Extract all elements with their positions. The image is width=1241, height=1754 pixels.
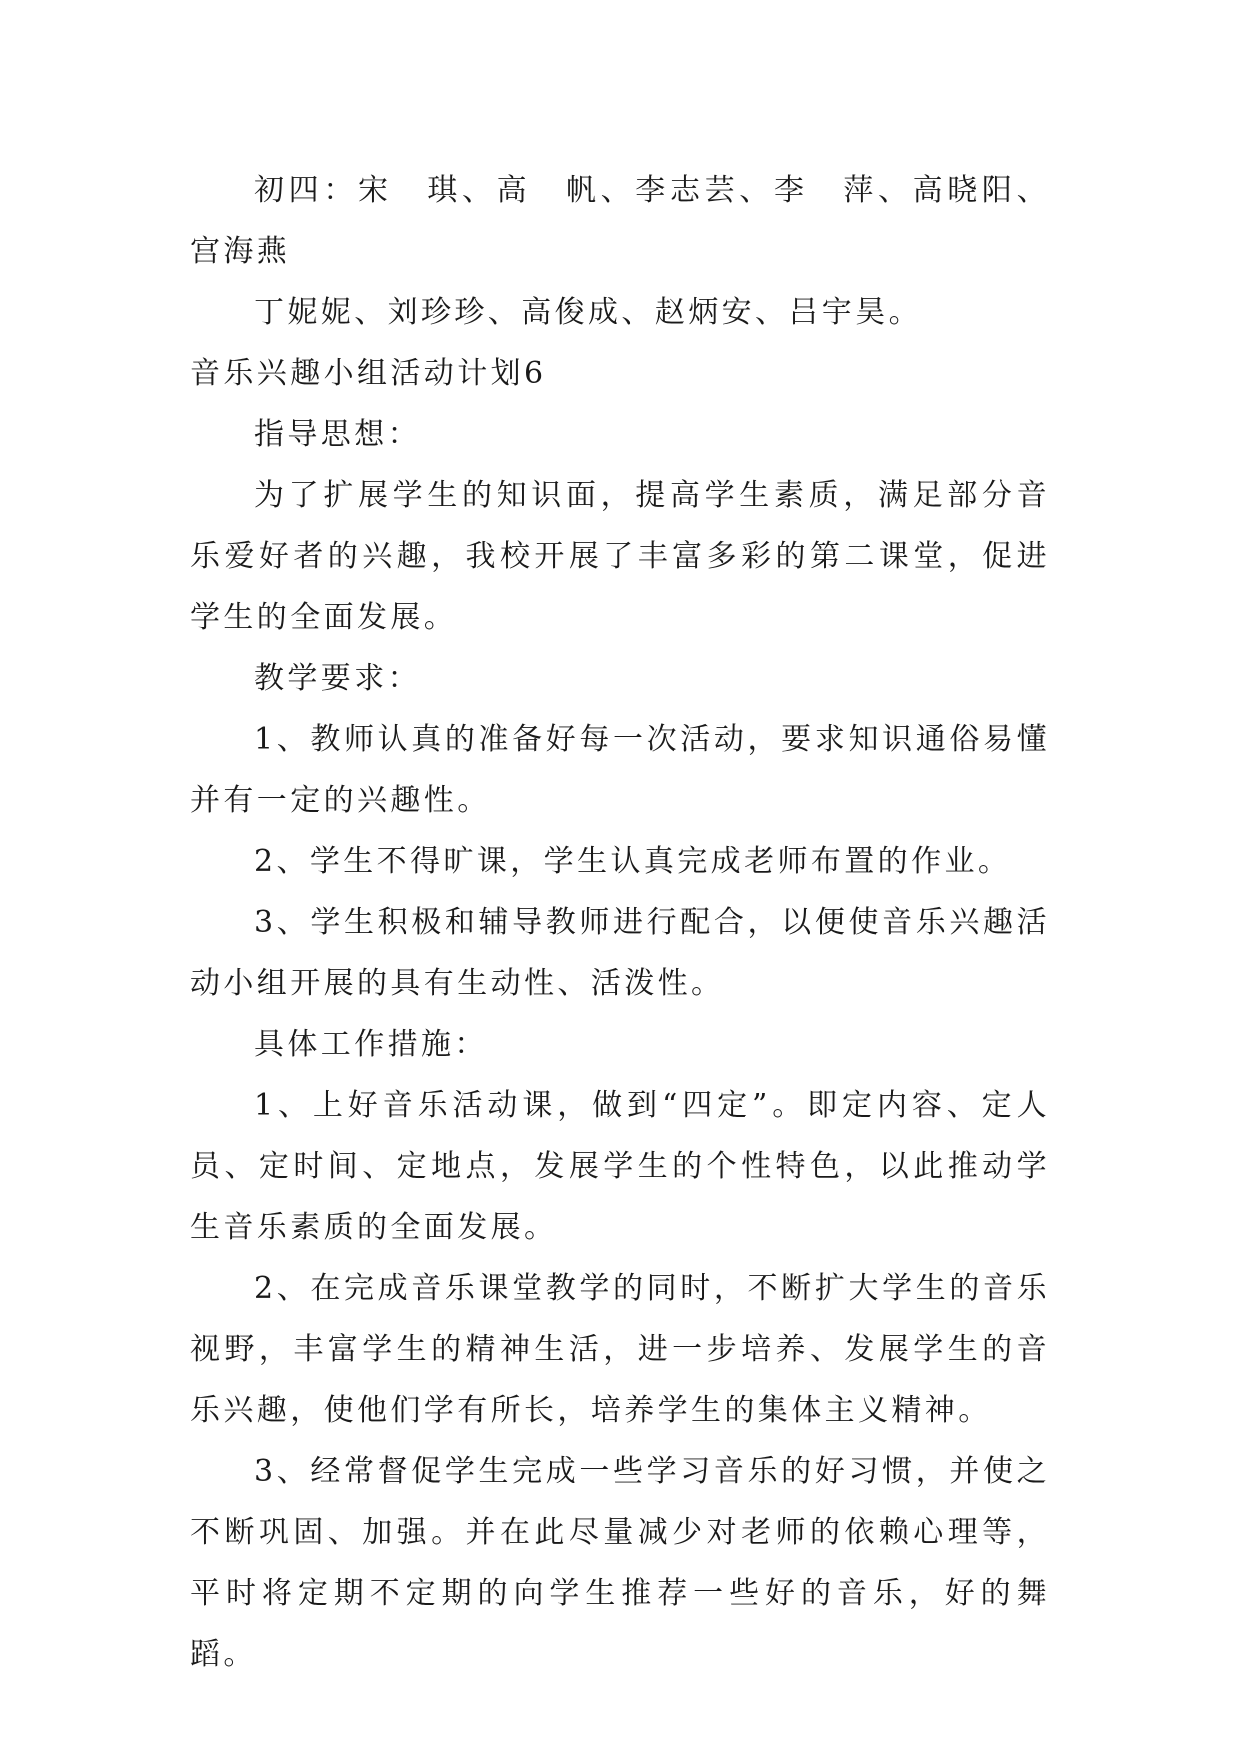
paragraph-class-roster-continued: 丁妮妮、刘珍珍、高俊成、赵炳安、吕宇昊。	[254, 295, 922, 330]
section-title: 音乐兴趣小组活动计划6	[190, 356, 547, 391]
document-body	[190, 160, 1050, 1685]
measure-item-1: 1、上好音乐活动课，做到“四定”。即定内容、定人员、定时间、定地点，发展学生的个性特色，以此推动学生音乐素质的全面发展。	[190, 1088, 1050, 1245]
paragraph-guiding-thought: 为了扩展学生的知识面，提高学生素质，满足部分音乐爱好者的兴趣，我校开展了丰富多彩的第二课堂，促进学生的全面发展。	[190, 478, 1050, 635]
requirement-item-1: 1、教师认真的准备好每一次活动，要求知识通俗易懂并有一定的兴趣性。	[190, 722, 1050, 818]
requirement-item-3: 3、学生积极和辅导教师进行配合，以便使音乐兴趣活动小组开展的具有生动性、活泼性。	[190, 905, 1050, 1001]
requirement-item-2: 2、学生不得旷课，学生认真完成老师布置的作业。	[254, 844, 1012, 879]
heading-work-measures: 具体工作措施：	[254, 1027, 488, 1062]
paragraph-class-roster: 初四：宋 琪、高 帆、李志芸、李 萍、高晓阳、宫海燕	[190, 173, 1050, 269]
measure-item-2: 2、在完成音乐课堂教学的同时，不断扩大学生的音乐视野，丰富学生的精神生活，进一步培养、发展学生的音乐兴趣，使他们学有所长，培养学生的集体主义精神。	[190, 1271, 1050, 1428]
measure-item-3: 3、经常督促学生完成一些学习音乐的好习惯，并使之不断巩固、加强。并在此尽量减少对老师的依赖心理等，平时将定期不定期的向学生推荐一些好的音乐，好的舞蹈。	[190, 1454, 1050, 1672]
heading-guiding-thought: 指导思想：	[254, 417, 421, 452]
heading-teaching-requirements: 教学要求：	[254, 661, 421, 696]
